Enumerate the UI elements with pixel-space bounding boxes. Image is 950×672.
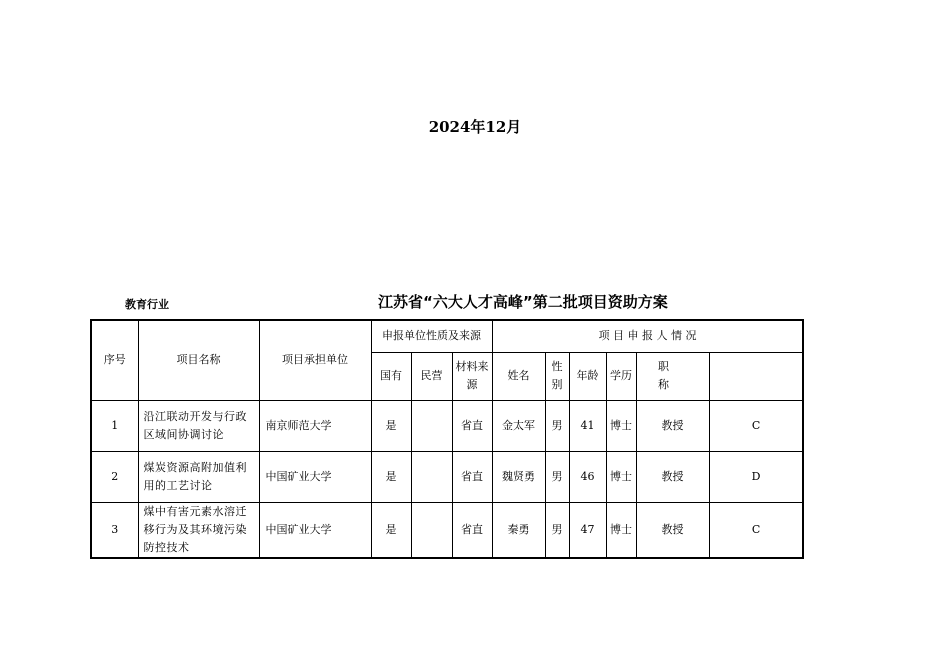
cell-seq: 3	[91, 502, 138, 558]
cell-state: 是	[371, 502, 411, 558]
header-applicant-group: 项 目 申 报 人 情 况	[492, 320, 803, 352]
cell-gender: 男	[545, 400, 569, 451]
header-row-1	[91, 320, 803, 352]
cell-age: 46	[569, 451, 606, 502]
cell-project-name: 煤中有害元素水溶迁移行为及其环境污染防控技术	[138, 502, 259, 558]
cell-education: 博士	[606, 400, 636, 451]
cell-source: 省直	[452, 400, 492, 451]
cell-unit: 南京师范大学	[259, 400, 371, 451]
header-private: 民营	[411, 352, 452, 400]
header-project-name: 项目名称	[138, 320, 259, 400]
table-row	[91, 502, 803, 558]
cell-unit: 中国矿业大学	[259, 502, 371, 558]
header-material-source: 材料来源	[452, 352, 492, 400]
cell-private	[411, 451, 452, 502]
cell-project-name: 煤炭资源高附加值利用的工艺讨论	[138, 451, 259, 502]
header-gender: 性别	[545, 352, 569, 400]
cell-unit: 中国矿业大学	[259, 451, 371, 502]
cell-private	[411, 400, 452, 451]
cell-title: 教授	[636, 451, 709, 502]
table-row	[91, 451, 803, 502]
cell-source: 省直	[452, 451, 492, 502]
header-unit: 项目承担单位	[259, 320, 371, 400]
document-date: 2024年12月	[428, 118, 522, 136]
cell-person: 金太军	[492, 400, 545, 451]
cell-project-name: 沿江联动开发与行政区域间协调讨论	[138, 400, 259, 451]
table-row	[91, 400, 803, 451]
cell-funding: D	[709, 451, 803, 502]
cell-age: 47	[569, 502, 606, 558]
cell-state: 是	[371, 451, 411, 502]
cell-seq: 2	[91, 451, 138, 502]
cell-source: 省直	[452, 502, 492, 558]
cell-funding: C	[709, 502, 803, 558]
cell-title: 教授	[636, 502, 709, 558]
cell-person: 魏贤勇	[492, 451, 545, 502]
industry-label: 教育行业	[125, 298, 169, 311]
header-age: 年龄	[569, 352, 606, 400]
cell-age: 41	[569, 400, 606, 451]
header-job-title: 职 称	[636, 352, 709, 400]
header-education: 学历	[606, 352, 636, 400]
cell-private	[411, 502, 452, 558]
cell-education: 博士	[606, 502, 636, 558]
cell-funding: C	[709, 400, 803, 451]
cell-gender: 男	[545, 451, 569, 502]
table-title: 江苏省“六大人才高峰”第二批项目资助方案	[378, 293, 668, 311]
funding-table	[90, 319, 804, 559]
cell-seq: 1	[91, 400, 138, 451]
header-seq: 序号	[91, 320, 138, 400]
cell-title: 教授	[636, 400, 709, 451]
header-state: 国有	[371, 352, 411, 400]
cell-person: 秦勇	[492, 502, 545, 558]
cell-state: 是	[371, 400, 411, 451]
header-nature-group: 申报单位性质及来源	[371, 320, 492, 352]
cell-education: 博士	[606, 451, 636, 502]
cell-gender: 男	[545, 502, 569, 558]
header-person-name: 姓名	[492, 352, 545, 400]
